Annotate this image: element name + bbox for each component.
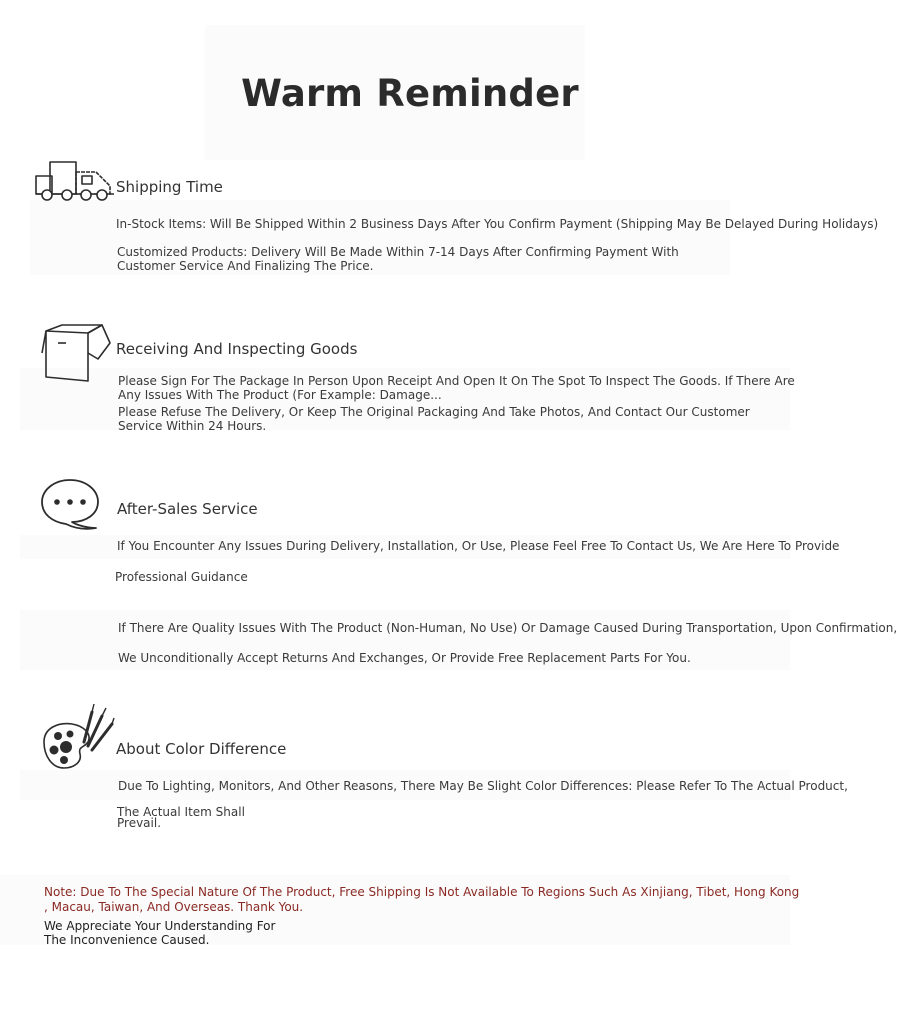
shipping-text-2b: Customer Service And Finalizing The Price.: [117, 259, 374, 273]
color-text-2b: Prevail.: [117, 816, 162, 830]
receiving-text-1a: Please Sign For The Package In Person Upon Receipt And Open It On The Spot To Inspect The Goods. If There Are: [118, 374, 795, 388]
note-text-4: The Inconvenience Caused.: [44, 933, 210, 947]
color-text-2a: The Actual Item Shall: [117, 805, 245, 819]
shipping-text-1: In-Stock Items: Will Be Shipped Within 2 Business Days After You Confirm Payment (Shipping May Be Delayed During Holidays): [116, 217, 879, 231]
section-heading-receiving: Receiving And Inspecting Goods: [116, 340, 358, 358]
receiving-text-1b: Any Issues With The Product (For Example: Damage...: [118, 388, 442, 402]
after-sales-text-4: We Unconditionally Accept Returns And Exchanges, Or Provide Free Replacement Parts For You.: [118, 651, 691, 665]
section-heading-after-sales: After-Sales Service: [117, 500, 258, 518]
section-heading-color: About Color Difference: [116, 740, 287, 758]
package-icon: [40, 323, 112, 385]
shipping-text-2a: Customized Products: Delivery Will Be Made Within 7-14 Days After Confirming Payment With: [117, 245, 679, 259]
note-text-3: We Appreciate Your Understanding For: [44, 919, 276, 933]
after-sales-text-1: If You Encounter Any Issues During Delivery, Installation, Or Use, Please Feel Free To Contact Us, We Are Here To Provide: [117, 539, 840, 553]
receiving-text-2a: Please Refuse The Delivery, Or Keep The Original Packaging And Take Photos, And Contact Our Customer: [118, 405, 750, 419]
after-sales-text-2: Professional Guidance: [115, 570, 248, 584]
receiving-text-2b: Service Within 24 Hours.: [118, 419, 267, 433]
page-title: Warm Reminder: [241, 72, 579, 115]
truck-icon: [34, 160, 122, 206]
chat-bubble-icon: [40, 478, 102, 532]
palette-icon: [40, 702, 116, 772]
color-text-1: Due To Lighting, Monitors, And Other Reasons, There May Be Slight Color Differences: Please Refer To The Actual Product,: [118, 779, 848, 793]
note-text-1: Note: Due To The Special Nature Of The Product, Free Shipping Is Not Available To Regions Such As Xinjiang, Tibet, Hong Kong: [44, 885, 800, 899]
after-sales-text-3: If There Are Quality Issues With The Product (Non-Human, No Use) Or Damage Caused During Transportation, Upon Confirmation,: [118, 621, 897, 635]
note-text-2: , Macau, Taiwan, And Overseas. Thank You.: [44, 900, 304, 914]
section-heading-shipping: Shipping Time: [116, 178, 223, 196]
